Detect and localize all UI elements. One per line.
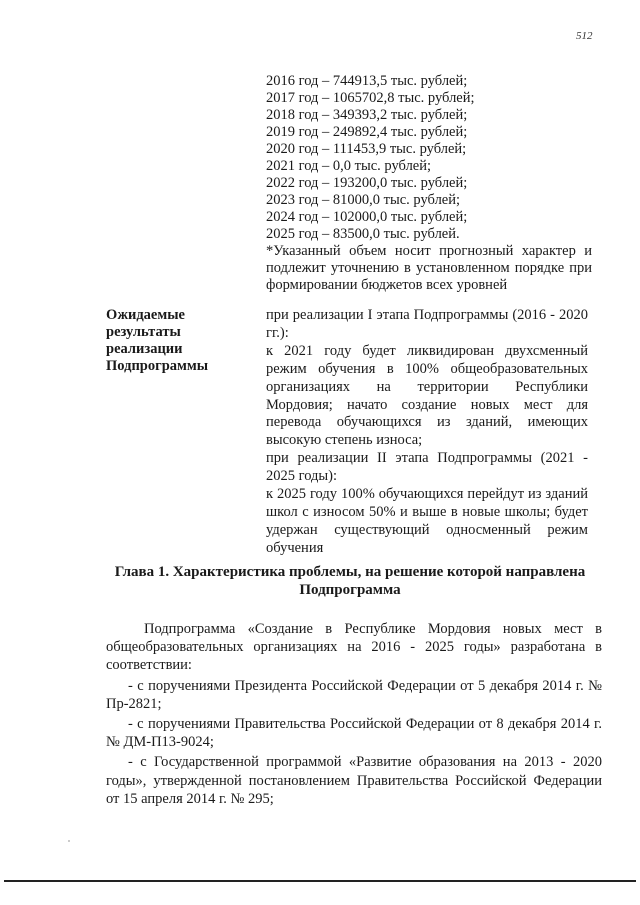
funding-year-line: 2024 год – 102000,0 тыс. рублей; bbox=[266, 209, 468, 225]
expected-results-text bbox=[266, 307, 588, 558]
intro-paragraph: Подпрограмма «Создание в Республике Мордовия новых мест в общеобразовательных организациях на 2016 - 2025 годы» разработана в соответствии: bbox=[106, 621, 602, 674]
basis-list-item: - с поручениями Правительства Российской Федерации от 8 декабря 2014 г. № ДМ-П13-9024; bbox=[106, 716, 602, 751]
results-paragraph: при реализации I этапа Подпрограммы (2016 - 2020 гг.): bbox=[266, 307, 588, 341]
funding-year-line: 2025 год – 83500,0 тыс. рублей. bbox=[266, 226, 460, 242]
basis-list-item: - с Государственной программой «Развитие образования на 2013 - 2020 годы», утвержденной постановлением Правительства Российской Федерации от 15 апреля 2014 г. № 295; bbox=[106, 754, 602, 807]
bottom-rule bbox=[4, 880, 636, 882]
scan-speck bbox=[68, 840, 70, 842]
page-number: 512 bbox=[576, 30, 593, 42]
results-paragraph: к 2025 году 100% обучающихся перейдут из зданий школ с износом 50% и выше в новые школы; будет удержан существующий односменный режим обучения bbox=[266, 486, 588, 556]
funding-year-line: 2016 год – 744913,5 тыс. рублей; bbox=[266, 73, 468, 89]
funding-year-line: 2017 год – 1065702,8 тыс. рублей; bbox=[266, 90, 475, 106]
expected-results-label: Ожидаемые результаты реализации Подпрограммы bbox=[106, 307, 209, 374]
funding-year-line: 2019 год – 249892,4 тыс. рублей; bbox=[266, 124, 468, 140]
funding-year-line: 2021 год – 0,0 тыс. рублей; bbox=[266, 158, 432, 174]
funding-by-year-list bbox=[266, 73, 592, 294]
chapter-heading: Глава 1. Характеристика проблемы, на решение которой направлена Подпрограмма bbox=[114, 564, 586, 598]
basis-list-item: - с поручениями Президента Российской Федерации от 5 декабря 2014 г. № Пр-2821; bbox=[106, 677, 602, 712]
funding-year-line: 2022 год – 193200,0 тыс. рублей; bbox=[266, 175, 468, 191]
results-paragraph: к 2021 году будет ликвидирован двухсменный режим обучения в 100% общеобразовательных организациях на территории Республики Мордовия; начато создание новых мест для перевода обучающихся из зданий, имеющих высокую степень износа; bbox=[266, 342, 588, 449]
funding-year-line: 2018 год – 349393,2 тыс. рублей; bbox=[266, 107, 468, 123]
chapter-body bbox=[106, 620, 602, 810]
funding-year-line: 2020 год – 111453,9 тыс. рублей; bbox=[266, 141, 467, 157]
funding-footnote: *Указанный объем носит прогнозный характер и подлежит уточнению в установленном порядке при формировании бюджетов всех уровней bbox=[266, 243, 592, 293]
funding-year-line: 2023 год – 81000,0 тыс. рублей; bbox=[266, 192, 461, 208]
results-paragraph: при реализации II этапа Подпрограммы (2021 - 2025 годы): bbox=[266, 450, 588, 485]
